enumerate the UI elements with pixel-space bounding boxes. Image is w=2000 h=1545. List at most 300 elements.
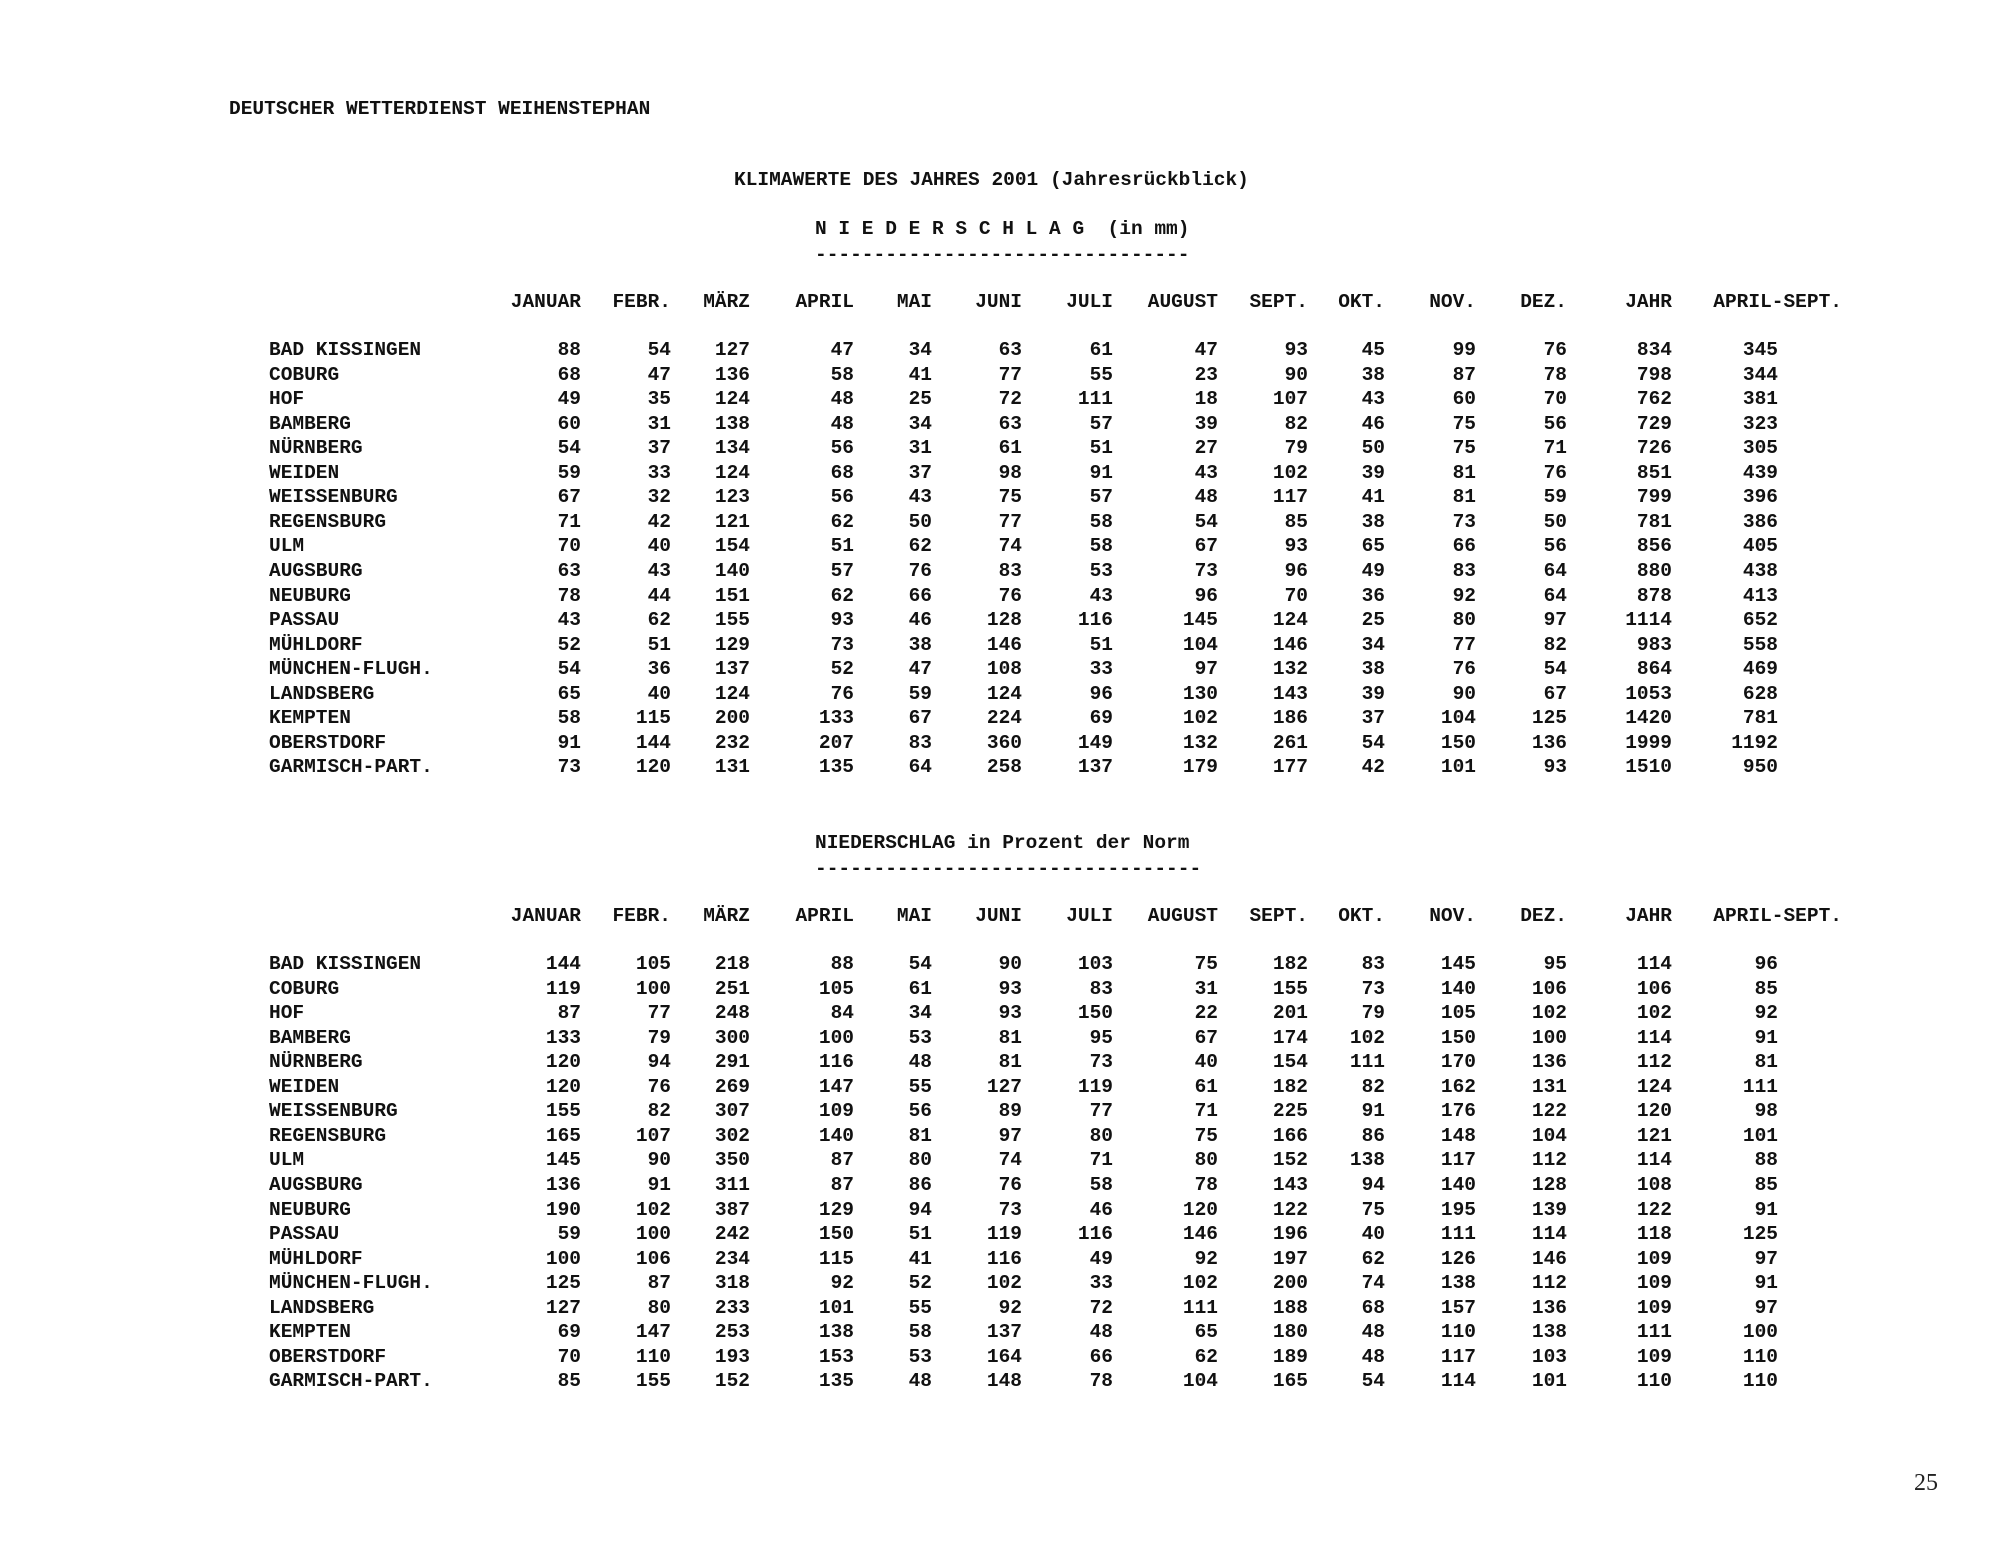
table-cell: 114 [1636, 953, 1672, 975]
table-cell: 78 [1194, 1174, 1218, 1196]
table-cell: 138 [1531, 1321, 1567, 1344]
table-cell: 93 [1284, 535, 1308, 558]
table-cell: 116 [818, 1051, 854, 1074]
column-header: AUGUST [1147, 905, 1218, 927]
station-name: HOF [269, 1002, 305, 1025]
table-cell: 291 [714, 1051, 750, 1074]
table-cell: 75 [1452, 412, 1476, 435]
table-cell: 1420 [1625, 707, 1672, 730]
table-cell: 59 [557, 461, 581, 484]
table-cell: 77 [998, 363, 1022, 386]
table-cell: 851 [1636, 461, 1672, 484]
table-cell: 81 [1452, 486, 1476, 509]
table-cell: 85 [1754, 1174, 1778, 1196]
table-cell: 83 [998, 560, 1022, 582]
table-cell: 67 [908, 707, 932, 730]
table-cell: 81 [998, 1051, 1022, 1074]
table-cell: 111 [1742, 1075, 1778, 1098]
table-cell: 91 [1089, 461, 1113, 484]
table-cell: 46 [1361, 412, 1385, 435]
table-cell: 124 [714, 388, 750, 411]
table-cell: 49 [1089, 1247, 1113, 1270]
station-name: NÜRNBERG [269, 437, 363, 460]
table-cell: 102 [1182, 1272, 1218, 1295]
table-row [0, 1369, 2000, 1393]
column-header: FEBR. [612, 905, 671, 927]
table-cell: 48 [830, 388, 854, 411]
table-cell: 75 [998, 486, 1022, 509]
table-cell: 138 [818, 1321, 854, 1344]
table-cell: 35 [647, 388, 671, 411]
table-cell: 96 [1754, 953, 1778, 975]
table-row [0, 461, 2000, 485]
table-cell: 165 [545, 1124, 581, 1147]
table-cell: 100 [635, 977, 671, 1000]
table-cell: 110 [635, 1345, 671, 1368]
table-cell: 54 [1194, 510, 1218, 533]
table-cell: 97 [998, 1124, 1022, 1147]
table-cell: 93 [1284, 339, 1308, 361]
column-header: NOV. [1429, 291, 1476, 313]
table-cell: 38 [908, 633, 932, 656]
table-cell: 150 [1077, 1002, 1113, 1025]
table-cell: 201 [1272, 1002, 1308, 1025]
table-cell: 23 [1194, 363, 1218, 386]
table-cell: 80 [1194, 1149, 1218, 1172]
table-cell: 106 [635, 1247, 671, 1270]
column-header: JUNI [975, 291, 1022, 313]
table-cell: 119 [986, 1223, 1022, 1246]
table-cell: 144 [635, 731, 671, 754]
table-cell: 88 [830, 953, 854, 975]
column-header: JULI [1066, 291, 1113, 313]
table-cell: 59 [908, 682, 932, 705]
table-cell: 188 [1272, 1296, 1308, 1319]
table-row [0, 952, 2000, 976]
table-cell: 155 [714, 609, 750, 632]
table-cell: 54 [647, 339, 671, 361]
table-row [0, 559, 2000, 583]
table-cell: 61 [1194, 1075, 1218, 1098]
table-cell: 92 [830, 1272, 854, 1295]
table-cell: 58 [830, 363, 854, 386]
table-cell: 152 [714, 1370, 750, 1393]
table-cell: 109 [1636, 1247, 1672, 1270]
agency-name: DEUTSCHER WETTERDIENST WEIHENSTEPHAN [229, 98, 651, 120]
column-header: MAI [896, 291, 932, 313]
table-cell: 65 [557, 682, 581, 705]
table-cell: 86 [1361, 1124, 1385, 1147]
table-cell: 109 [818, 1100, 854, 1123]
table-cell: 51 [647, 633, 671, 656]
station-name: WEISSENBURG [269, 486, 398, 509]
table-header-row [0, 290, 2000, 314]
table-cell: 121 [1636, 1124, 1672, 1147]
table-cell: 98 [998, 461, 1022, 484]
table-cell: 652 [1742, 609, 1778, 632]
table-cell: 729 [1636, 412, 1672, 435]
table-cell: 49 [557, 388, 581, 411]
column-header: APRIL-SEPT. [1713, 905, 1842, 927]
table-cell: 105 [635, 953, 671, 975]
table-cell: 102 [635, 1198, 671, 1221]
table-cell: 110 [1742, 1345, 1778, 1368]
table-cell: 781 [1636, 510, 1672, 533]
station-name: BAMBERG [269, 1026, 351, 1049]
table-cell: 119 [545, 977, 581, 1000]
table-cell: 40 [1194, 1051, 1218, 1074]
table-cell: 112 [1531, 1272, 1567, 1295]
table-cell: 115 [635, 707, 671, 730]
table-cell: 242 [714, 1223, 750, 1246]
table-cell: 143 [1272, 682, 1308, 705]
table-cell: 128 [986, 609, 1022, 632]
table-cell: 64 [1543, 584, 1567, 607]
table-cell: 136 [1531, 1296, 1567, 1319]
table-cell: 54 [1361, 1370, 1385, 1393]
table-cell: 34 [908, 339, 932, 361]
station-name: COBURG [269, 363, 340, 386]
station-name: LANDSBERG [269, 682, 375, 705]
document-title: KLIMAWERTE DES JAHRES 2001 (Jahresrückblick) [734, 169, 1249, 191]
table-row [0, 1124, 2000, 1148]
table-cell: 100 [818, 1026, 854, 1049]
table-cell: 128 [1531, 1174, 1567, 1196]
table-cell: 51 [908, 1223, 932, 1246]
table-cell: 41 [908, 1247, 932, 1270]
column-header: MÄRZ [703, 905, 750, 927]
table-cell: 31 [1194, 977, 1218, 1000]
table-cell: 39 [1194, 412, 1218, 435]
table-cell: 46 [1089, 1198, 1113, 1221]
table-cell: 90 [1284, 363, 1308, 386]
station-name: GARMISCH-PART. [269, 1370, 433, 1393]
table-cell: 726 [1636, 437, 1672, 460]
table-cell: 91 [647, 1174, 671, 1196]
table-cell: 33 [647, 461, 671, 484]
table-cell: 176 [1440, 1100, 1476, 1123]
table-cell: 38 [1361, 363, 1385, 386]
table-cell: 76 [830, 682, 854, 705]
table-cell: 97 [1754, 1247, 1778, 1270]
table-cell: 75 [1194, 953, 1218, 975]
table-cell: 129 [714, 633, 750, 656]
table-cell: 146 [986, 633, 1022, 656]
station-name: AUGSBURG [269, 560, 363, 582]
column-header: JANUAR [510, 291, 581, 313]
table-cell: 58 [557, 707, 581, 730]
table-cell: 43 [1194, 461, 1218, 484]
table-cell: 145 [1182, 609, 1218, 632]
station-name: WEIDEN [269, 461, 340, 484]
table-cell: 97 [1543, 609, 1567, 632]
table-cell: 248 [714, 1002, 750, 1025]
table-cell: 880 [1636, 560, 1672, 582]
table-row [0, 1148, 2000, 1172]
table-cell: 70 [1543, 388, 1567, 411]
table-cell: 82 [1543, 633, 1567, 656]
table-cell: 97 [1754, 1296, 1778, 1319]
table-cell: 54 [557, 437, 581, 460]
column-header: SEPT. [1249, 291, 1308, 313]
table-cell: 234 [714, 1247, 750, 1270]
table-cell: 80 [908, 1149, 932, 1172]
table-cell: 102 [1349, 1026, 1385, 1049]
table-cell: 52 [908, 1272, 932, 1295]
table-cell: 74 [1361, 1272, 1385, 1295]
table-cell: 179 [1182, 756, 1218, 779]
table-cell: 95 [1543, 953, 1567, 975]
table-cell: 43 [557, 609, 581, 632]
table-cell: 146 [1182, 1223, 1218, 1246]
table-cell: 41 [1361, 486, 1385, 509]
table-cell: 94 [647, 1051, 671, 1074]
table-row [0, 1345, 2000, 1369]
table-cell: 200 [1272, 1272, 1308, 1295]
table-cell: 124 [986, 682, 1022, 705]
section-title-precipitation-percent: NIEDERSCHLAG in Prozent der Norm [815, 832, 1190, 854]
table-cell: 135 [818, 756, 854, 779]
table-cell: 120 [545, 1075, 581, 1098]
table-cell: 112 [1531, 1149, 1567, 1172]
table-cell: 62 [830, 584, 854, 607]
table-cell: 73 [998, 1198, 1022, 1221]
table-cell: 62 [647, 609, 671, 632]
table-cell: 878 [1636, 584, 1672, 607]
table-cell: 137 [714, 658, 750, 681]
table-cell: 68 [557, 363, 581, 386]
column-header: JAHR [1625, 291, 1672, 313]
table-cell: 73 [830, 633, 854, 656]
table-cell: 38 [1361, 510, 1385, 533]
table-row [0, 1198, 2000, 1222]
table-cell: 137 [986, 1321, 1022, 1344]
table-cell: 94 [908, 1198, 932, 1221]
table-cell: 90 [1452, 682, 1476, 705]
table-cell: 82 [1284, 412, 1308, 435]
table-cell: 64 [908, 756, 932, 779]
table-cell: 93 [830, 609, 854, 632]
table-cell: 84 [830, 1002, 854, 1025]
station-name: BAMBERG [269, 412, 351, 435]
table-cell: 72 [998, 388, 1022, 411]
station-name: PASSAU [269, 609, 340, 632]
table-cell: 85 [557, 1370, 581, 1393]
table-cell: 58 [1089, 535, 1113, 558]
table-cell: 108 [986, 658, 1022, 681]
table-cell: 65 [1194, 1321, 1218, 1344]
table-cell: 48 [1361, 1345, 1385, 1368]
table-cell: 103 [1077, 953, 1113, 975]
table-cell: 88 [557, 339, 581, 361]
table-cell: 200 [714, 707, 750, 730]
table-cell: 138 [1349, 1149, 1385, 1172]
table-cell: 79 [647, 1026, 671, 1049]
table-cell: 143 [1272, 1174, 1308, 1196]
table-cell: 47 [1194, 339, 1218, 361]
table-cell: 111 [1440, 1223, 1476, 1246]
table-cell: 97 [1194, 658, 1218, 681]
column-header: JANUAR [510, 905, 581, 927]
table-cell: 122 [1272, 1198, 1308, 1221]
table-cell: 77 [1089, 1100, 1113, 1123]
table-cell: 37 [908, 461, 932, 484]
table-cell: 387 [714, 1198, 750, 1221]
table-cell: 56 [830, 437, 854, 460]
table-cell: 92 [1452, 584, 1476, 607]
table-cell: 83 [908, 731, 932, 754]
table-cell: 25 [1361, 609, 1385, 632]
table-cell: 61 [1089, 339, 1113, 361]
station-name: BAD KISSINGEN [269, 953, 422, 975]
table-cell: 100 [635, 1223, 671, 1246]
table-cell: 983 [1636, 633, 1672, 656]
table-cell: 54 [1361, 731, 1385, 754]
table-cell: 109 [1636, 1272, 1672, 1295]
table-cell: 102 [1272, 461, 1308, 484]
table-cell: 51 [1089, 633, 1113, 656]
table-cell: 54 [557, 658, 581, 681]
table-cell: 90 [647, 1149, 671, 1172]
table-cell: 77 [1452, 633, 1476, 656]
table-cell: 109 [1636, 1345, 1672, 1368]
table-cell: 78 [1089, 1370, 1113, 1393]
table-cell: 124 [714, 682, 750, 705]
table-cell: 140 [1440, 1174, 1476, 1196]
table-cell: 48 [1361, 1321, 1385, 1344]
table-cell: 225 [1272, 1100, 1308, 1123]
table-cell: 37 [647, 437, 671, 460]
table-cell: 136 [545, 1174, 581, 1196]
table-cell: 165 [1272, 1370, 1308, 1393]
table-cell: 63 [998, 339, 1022, 361]
table-cell: 100 [545, 1247, 581, 1270]
table-cell: 78 [557, 584, 581, 607]
table-cell: 100 [1742, 1321, 1778, 1344]
table-cell: 57 [1089, 486, 1113, 509]
table-cell: 83 [1089, 977, 1113, 1000]
table-cell: 155 [545, 1100, 581, 1123]
table-cell: 116 [986, 1247, 1022, 1270]
table-cell: 52 [557, 633, 581, 656]
table-cell: 39 [1361, 461, 1385, 484]
table-cell: 62 [908, 535, 932, 558]
table-cell: 104 [1531, 1124, 1567, 1147]
table-cell: 107 [1272, 388, 1308, 411]
table-cell: 56 [908, 1100, 932, 1123]
table-cell: 75 [1361, 1198, 1385, 1221]
table-cell: 103 [1531, 1345, 1567, 1368]
table-cell: 146 [1272, 633, 1308, 656]
table-cell: 1114 [1625, 609, 1672, 632]
table-row [0, 1222, 2000, 1246]
station-name: AUGSBURG [269, 1174, 363, 1196]
station-name: OBERSTDORF [269, 1345, 387, 1368]
table-row [0, 584, 2000, 608]
table-cell: 628 [1742, 682, 1778, 705]
column-header: OKT. [1338, 291, 1385, 313]
table-cell: 73 [1194, 560, 1218, 582]
table-cell: 67 [1194, 535, 1218, 558]
table-cell: 49 [1361, 560, 1385, 582]
table-cell: 154 [714, 535, 750, 558]
table-cell: 261 [1272, 731, 1308, 754]
table-cell: 182 [1272, 953, 1308, 975]
table-cell: 196 [1272, 1223, 1308, 1246]
table-cell: 73 [1452, 510, 1476, 533]
column-header: APRIL [795, 291, 854, 313]
table-cell: 117 [1440, 1345, 1476, 1368]
table-cell: 123 [714, 486, 750, 509]
table-cell: 83 [1452, 560, 1476, 582]
table-cell: 115 [818, 1247, 854, 1270]
table-cell: 114 [1636, 1026, 1672, 1049]
table-cell: 25 [908, 388, 932, 411]
table-cell: 119 [1077, 1075, 1113, 1098]
section-title-precipitation-mm: N I E D E R S C H L A G (in mm) [815, 218, 1190, 240]
table-cell: 81 [1754, 1051, 1778, 1074]
station-name: GARMISCH-PART. [269, 756, 433, 779]
table-cell: 129 [818, 1198, 854, 1221]
table-cell: 154 [1272, 1051, 1308, 1074]
table-cell: 164 [986, 1345, 1022, 1368]
table-cell: 106 [1531, 977, 1567, 1000]
table-cell: 121 [714, 510, 750, 533]
table-row [0, 706, 2000, 730]
table-cell: 112 [1636, 1051, 1672, 1074]
table-cell: 38 [1361, 658, 1385, 681]
table-cell: 101 [1531, 1370, 1567, 1393]
table-cell: 47 [830, 339, 854, 361]
table-cell: 71 [1543, 437, 1567, 460]
table-cell: 58 [1089, 510, 1113, 533]
table-cell: 197 [1272, 1247, 1308, 1270]
table-cell: 48 [1194, 486, 1218, 509]
table-cell: 56 [1543, 412, 1567, 435]
table-cell: 66 [908, 584, 932, 607]
table-cell: 55 [908, 1075, 932, 1098]
table-cell: 63 [998, 412, 1022, 435]
table-cell: 111 [1636, 1321, 1672, 1344]
table-cell: 51 [830, 535, 854, 558]
table-cell: 302 [714, 1124, 750, 1147]
table-cell: 190 [545, 1198, 581, 1221]
table-cell: 233 [714, 1296, 750, 1319]
table-cell: 122 [1636, 1198, 1672, 1221]
table-cell: 93 [998, 977, 1022, 1000]
table-row [0, 1320, 2000, 1344]
table-cell: 146 [1531, 1247, 1567, 1270]
table-cell: 126 [1440, 1247, 1476, 1270]
table-cell: 381 [1742, 388, 1778, 411]
table-cell: 120 [635, 756, 671, 779]
table-cell: 51 [1089, 437, 1113, 460]
table-cell: 138 [714, 412, 750, 435]
table-cell: 132 [1182, 731, 1218, 754]
table-cell: 43 [647, 560, 671, 582]
table-cell: 78 [1543, 363, 1567, 386]
table-cell: 101 [1440, 756, 1476, 779]
table-cell: 111 [1349, 1051, 1385, 1074]
table-cell: 68 [830, 461, 854, 484]
table-cell: 66 [1089, 1345, 1113, 1368]
table-cell: 114 [1636, 1149, 1672, 1172]
table-cell: 33 [1089, 658, 1113, 681]
column-header: NOV. [1429, 905, 1476, 927]
table-cell: 102 [1182, 707, 1218, 730]
table-cell: 22 [1194, 1002, 1218, 1025]
table-cell: 98 [1754, 1100, 1778, 1123]
